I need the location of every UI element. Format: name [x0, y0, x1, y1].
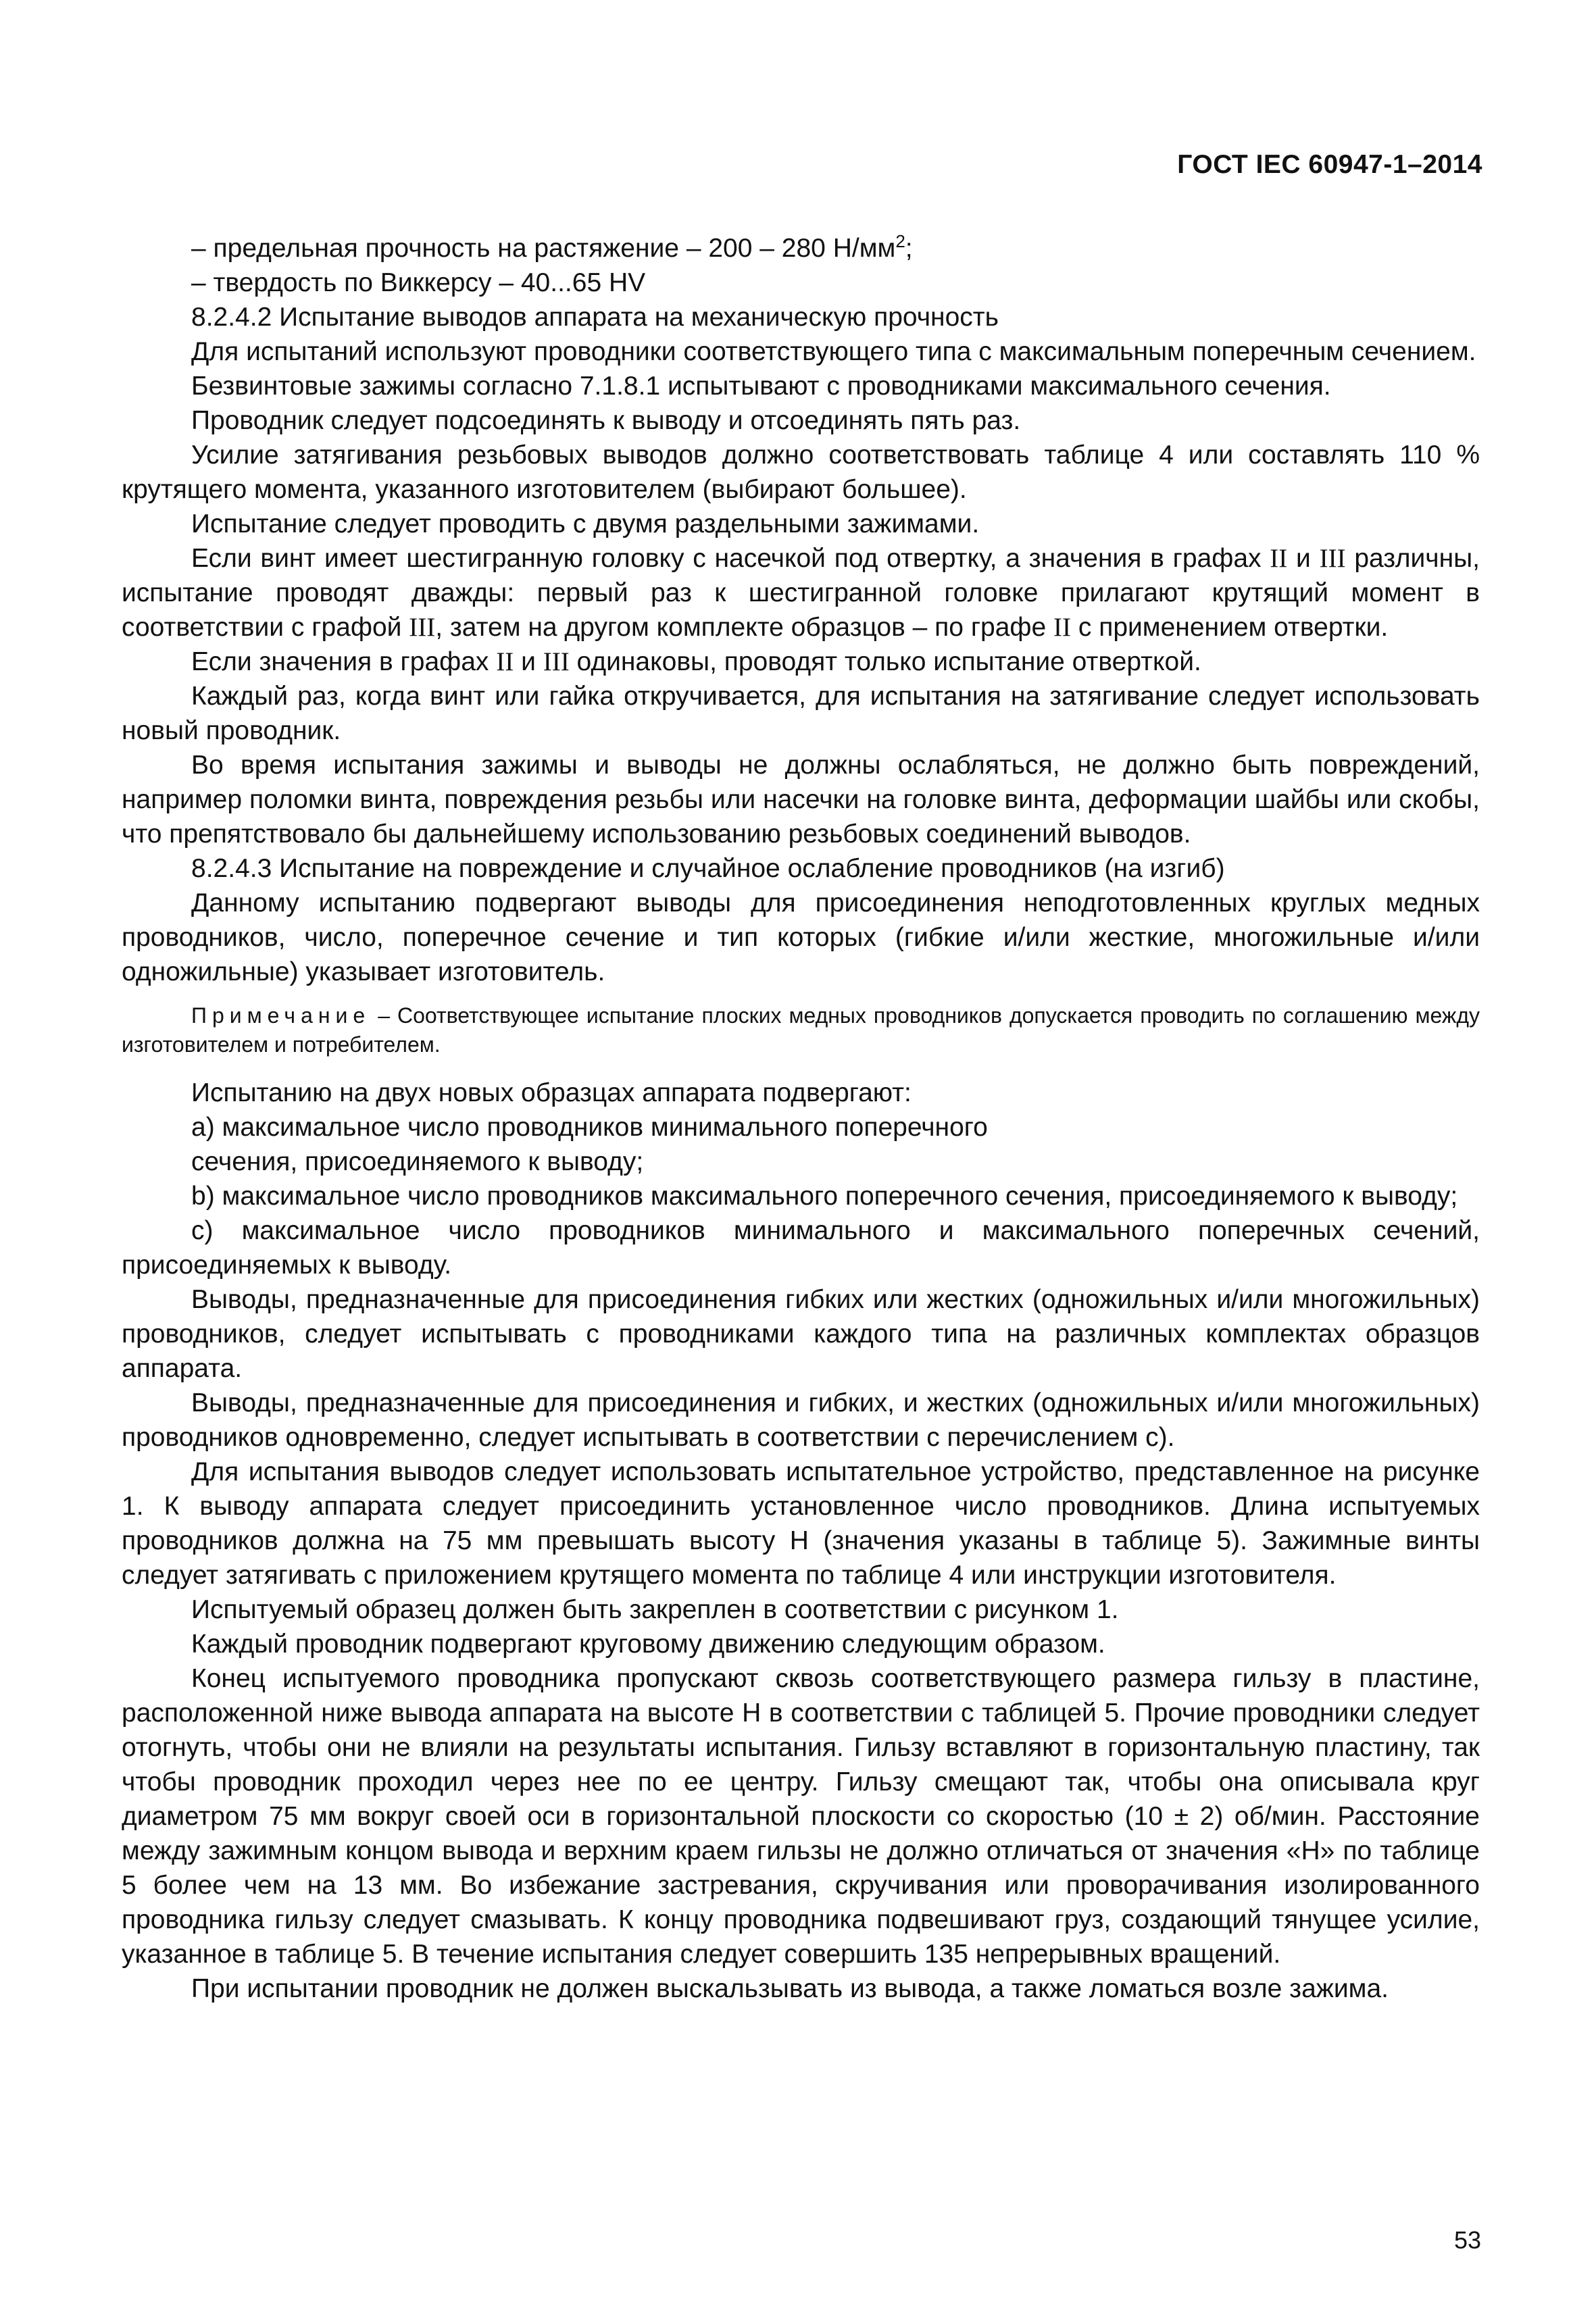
paragraph: При испытании проводник не должен выскальзывать из вывода, а также ломаться возле зажима.: [191, 1974, 1389, 2003]
list-item: a) максимальное число проводников минимального поперечного: [191, 1113, 988, 1142]
paragraph: Испытуемый образец должен быть закреплен в соответствии с рисунком 1.: [191, 1595, 1119, 1624]
paragraph: – твердость по Виккерсу – 40...65 HV: [191, 268, 646, 297]
note-label: Примечание: [191, 1003, 371, 1028]
paragraph: Для испытаний используют проводники соответствующего типа с максимальным поперечным сечением.: [191, 337, 1476, 366]
paragraph: Данному испытанию подвергают выводы для присоединения неподготовленных круглых медных проводников, число, поперечное сечение и тип которых (гибкие и/или жесткие, многожильные и/или одножильные) указывает изготовитель.: [122, 888, 1480, 986]
paragraph: Проводник следует подсоединять к выводу и отсоединять пять раз.: [191, 406, 1021, 435]
paragraph: Испытание следует проводить с двумя раздельными зажимами.: [191, 509, 980, 538]
note-text: – Соответствующее испытание плоских медных проводников допускается проводить по соглашению между изготовителем и потребителем.: [122, 1003, 1480, 1057]
document-body: [122, 224, 1480, 2006]
paragraph: Конец испытуемого проводника пропускают сквозь соответствующего размера гильзу в пластине, расположенной ниже вывода аппарата на высоте H в соответствии с таблицей 5. Прочие проводники следует отогнуть, чтобы они не влияли на результаты испытания. Гильзу вставляют в горизонтальную пластину, так чтобы проводник проходил через нее по ее центру. Гильзу смещают так, чтобы она описывала круг диаметром 75 мм вокруг своей оси в горизонтальной плоскости со скоростью (10 ± 2) об/мин. Расстояние между зажимным концом вывода и верхним краем гильзы не должно отличаться от значения «H» по таблице 5 более чем на 13 мм. Во избежание застревания, скручивания или проворачивания изолированного проводника гильзу следует смазывать. К концу проводника подвешивают груз, создающий тянущее усилие, указанное в таблице 5. В течение испытания следует совершить 135 непрерывных вращений.: [122, 1664, 1480, 1969]
paragraph: Во время испытания зажимы и выводы не должны ослабляться, не должно быть повреждений, например поломки винта, повреждения резьбы или насечки на головке винта, деформации шайбы или скобы, что препятствовало бы дальнейшему использованию резьбовых соединений выводов.: [122, 751, 1480, 849]
paragraph: Каждый раз, когда винт или гайка откручивается, для испытания на затягивание следует использовать новый проводник.: [122, 682, 1480, 745]
list-item: c) максимальное число проводников минимального и максимального поперечных сечений, присоединяемых к выводу.: [122, 1216, 1480, 1280]
paragraph: Для испытания выводов следует использовать испытательное устройство, представленное на рисунке 1. К выводу аппарата следует присоединить установленное число проводников. Длина испытуемых проводников должна на 75 мм превышать высоту H (значения указаны в таблице 5). Зажимные винты следует затягивать с приложением крутящего момента по таблице 4 или инструкции изготовителя.: [122, 1457, 1480, 1590]
page-number: 53: [1453, 2226, 1481, 2254]
note: [122, 1001, 1480, 1059]
section-heading: 8.2.4.2 Испытание выводов аппарата на механическую прочность: [191, 303, 999, 332]
paragraph: Если винт имеет шестигранную головку с насечкой под отвертку, а значения в графах II и III различны, испытание проводят дважды: первый раз к шестигранной головке прилагают крутящий момент в соответствии с графой III, затем на другом комплекте образцов – по графе II с применением отвертки.: [122, 544, 1480, 642]
list-item: b) максимальное число проводников максимального поперечного сечения, присоединяемого к выводу;: [191, 1182, 1458, 1211]
document-header: ГОСТ IEC 60947-1–2014: [1177, 150, 1482, 179]
paragraph: Выводы, предназначенные для присоединения гибких или жестких (одножильных и/или многожильных) проводников, следует испытывать с проводниками каждого типа на различных комплектах образцов аппарата.: [122, 1285, 1480, 1383]
paragraph: Безвинтовые зажимы согласно 7.1.8.1 испытывают с проводниками максимального сечения.: [191, 372, 1331, 401]
paragraph: Усилие затягивания резьбовых выводов должно соответствовать таблице 4 или составлять 110 % крутящего момента, указанного изготовителем (выбирают большее).: [122, 441, 1480, 504]
paragraph: – предельная прочность на растяжение – 200 – 280 $Н/мм^2$;: [191, 231, 913, 263]
paragraph: Если значения в графах II и III одинаковы, проводят только испытание отверткой.: [191, 647, 1201, 676]
paragraph: Испытанию на двух новых образцах аппарата подвергают:: [191, 1078, 912, 1107]
section-heading: 8.2.4.3 Испытание на повреждение и случайное ослабление проводников (на изгиб): [191, 854, 1225, 883]
list-item-continuation: сечения, присоединяемого к выводу;: [191, 1147, 644, 1176]
paragraph: Каждый проводник подвергают круговому движению следующим образом.: [191, 1630, 1105, 1659]
paragraph: Выводы, предназначенные для присоединения и гибких, и жестких (одножильных и/или многожильных) проводников одновременно, следует испытывать в соответствии с перечислением c).: [122, 1388, 1480, 1452]
